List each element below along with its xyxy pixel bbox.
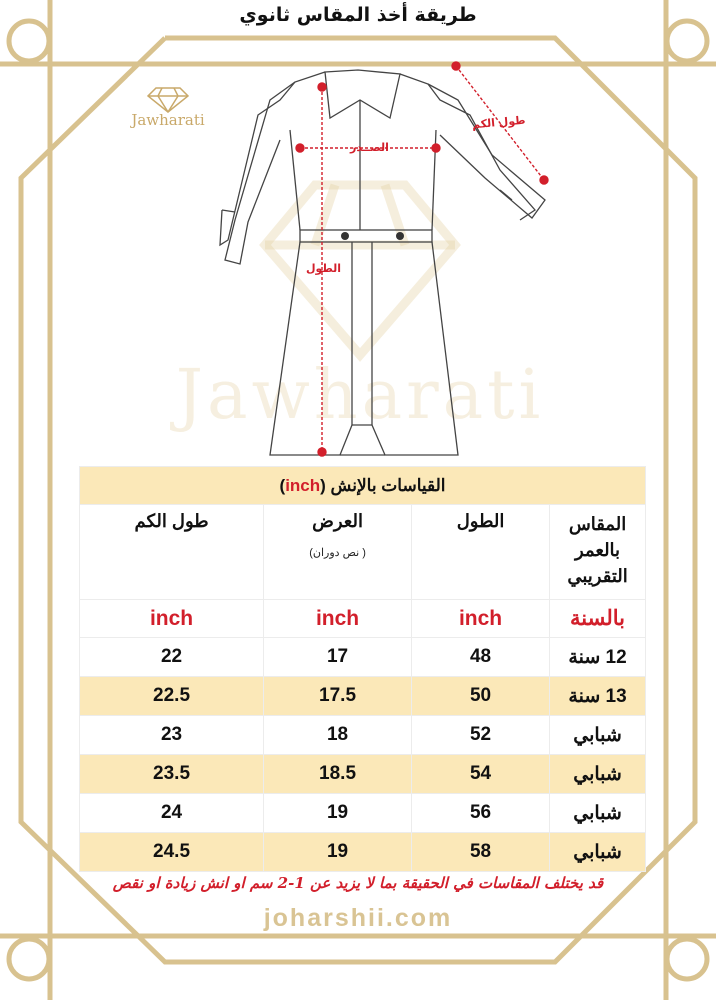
cell-age: شبابي <box>550 833 646 872</box>
logo-text: Jawharati <box>131 111 205 129</box>
cell-length: 50 <box>412 677 550 716</box>
unit-age: بالسنة <box>550 600 646 638</box>
cell-age: 12 سنة <box>550 638 646 677</box>
header-width: العرض <box>312 511 363 531</box>
table-caption <box>80 467 646 505</box>
cell-age: شبابي <box>550 716 646 755</box>
cell-width: 17 <box>264 638 412 677</box>
cell-sleeve: 23.5 <box>80 755 264 794</box>
caption-suffix: ) <box>279 475 286 495</box>
unit-width: inch <box>264 600 412 638</box>
cell-sleeve: 24.5 <box>80 833 264 872</box>
cell-width: 18 <box>264 716 412 755</box>
page-title: طريقة أخذ المقاس ثانوي <box>239 4 477 26</box>
website-url: joharshii.com <box>263 904 453 932</box>
header-width-cell <box>264 505 412 600</box>
cell-width: 17.5 <box>264 677 412 716</box>
caption-unit: inch <box>285 475 321 495</box>
cell-length: 56 <box>412 794 550 833</box>
cell-sleeve: 24 <box>80 794 264 833</box>
cell-length: 54 <box>412 755 550 794</box>
table-row <box>80 755 646 794</box>
header-sleeve: طول الكم <box>80 505 264 600</box>
cell-length: 58 <box>412 833 550 872</box>
cell-width: 19 <box>264 833 412 872</box>
cell-width: 19 <box>264 794 412 833</box>
caption-prefix: القياسات بالإنش ( <box>320 475 446 495</box>
header-age: المقاس بالعمر التقريبي <box>550 505 646 600</box>
cell-sleeve: 23 <box>80 716 264 755</box>
cell-sleeve: 22.5 <box>80 677 264 716</box>
cell-age: شبابي <box>550 794 646 833</box>
chest-label: الصــدر <box>350 141 389 154</box>
table-row <box>80 716 646 755</box>
table-header-row <box>80 505 646 600</box>
unit-length: inch <box>412 600 550 638</box>
sleeve-length-label: طول الكم <box>471 113 527 132</box>
header-width-note: ( نص دوران) <box>309 547 366 559</box>
cell-length: 48 <box>412 638 550 677</box>
disclaimer-note: قد يختلف المقاسات في الحقيقة بما لا يزيد عن 1-2 سم او انش زيادة او نقص <box>112 874 604 892</box>
table-row <box>80 677 646 716</box>
header-length: الطول <box>412 505 550 600</box>
length-label: الطول <box>306 262 342 275</box>
cell-age: شبابي <box>550 755 646 794</box>
size-table <box>79 466 646 872</box>
cell-sleeve: 22 <box>80 638 264 677</box>
table-row <box>80 638 646 677</box>
cell-length: 52 <box>412 716 550 755</box>
cell-width: 18.5 <box>264 755 412 794</box>
table-caption-cell <box>80 467 646 505</box>
unit-sleeve: inch <box>80 600 264 638</box>
table-row <box>80 794 646 833</box>
watermark-text: Jawharati <box>175 356 545 435</box>
table-unit-row <box>80 600 646 638</box>
table-row <box>80 833 646 872</box>
cell-age: 13 سنة <box>550 677 646 716</box>
